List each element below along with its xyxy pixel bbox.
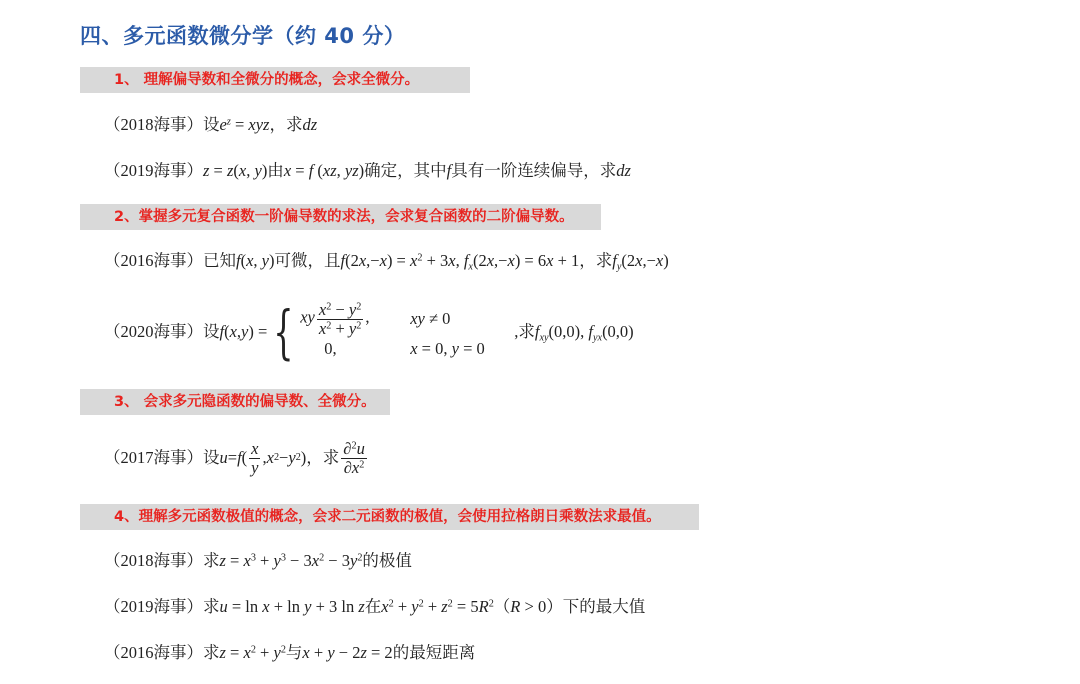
section-2-label: 2、掌握多元复合函数一阶偏导数的求法，会求复合函数的二阶偏导数。: [114, 209, 574, 225]
problem-2016-partial-derivative: （2016海事）已知f(x, y)可微，且$f(2x,-x) = x^2 + 3x$, $f_x(2x,-x) = 6x + 1$，求$f_y(2x,-x)$: [104, 251, 669, 273]
section-4-label: 4、理解多元函数极值的概念，会求二元函数的极值，会使用拉格朗日乘数法求最值。: [114, 509, 661, 525]
left-brace-icon: {: [273, 298, 294, 366]
section-4-heading: [80, 504, 699, 530]
problem-2018-extremum: （2018海事）求$z = x^3 + y^3 - 3x^2 - 3y^2$的极值: [104, 551, 412, 570]
problem-2019-lagrange: （2019海事）求u = ln x + ln y + 3 ln z在$x^2 + y^2 + z^2 = 5R^2(R > 0)$下的最大值: [104, 597, 646, 616]
piecewise-cases: xy $\frac{x^2 - y^2}{x^2 + y^2}$ , xy ≠ 0 0, x = 0, y = 0: [300, 300, 485, 358]
section-3-label: 3、 会求多元隐函数的偏导数、全微分。: [114, 394, 376, 410]
problem-2020-piecewise: （2020海事） 设 f ( x , y ) = { xy $\frac{x^2 - y^2}{x^2 + y^2}$ , xy ≠ 0 0, x = 0, y = 0 ,求$f_{xy}(0,0)$, $f_{yx}(0,0)$: [104, 298, 634, 366]
section-3-heading: [80, 389, 390, 415]
problem-2018-total-differential: （2018海事）设$e^z$ = xyz，求dz: [104, 115, 318, 134]
section-1-label: 1、 理解偏导数和全微分的概念，会求全微分。: [114, 72, 420, 88]
section-2-heading: [80, 204, 601, 230]
problem-2019-implicit-dz: （2019海事）z = z(x, y)由x = f (xz, yz)确定，其中f具有一阶连续偏导，求dz: [104, 161, 631, 180]
problem-2016-shortest-distance: （2016海事）求$z = x^2 + y^2$与x + y − 2z = 2的最短距离: [104, 643, 476, 662]
section-1-heading: [80, 67, 470, 93]
problem-2017-second-derivative: （2017海事） 设 u = f ( $\frac{x}{y}$ , x 2 − y 2 ) ，求 $\frac{\partial^2u}{\partial x^2}$: [104, 439, 365, 477]
page-title: 四、多元函数微分学（约 40 分）: [80, 24, 406, 48]
